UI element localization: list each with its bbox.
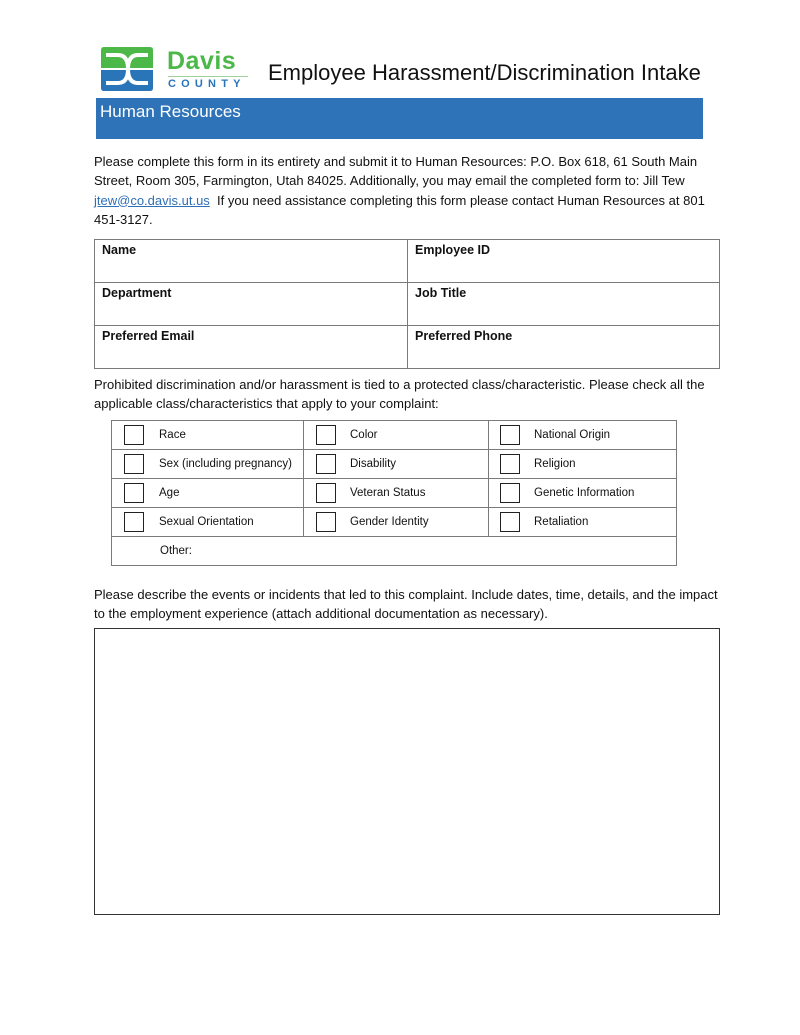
- other-label: Other:: [160, 545, 192, 557]
- preferred-phone-label: Preferred Phone: [415, 329, 513, 343]
- checkbox-label: Disability: [350, 458, 397, 470]
- table-row: [95, 283, 720, 326]
- checkbox-religion[interactable]: [500, 454, 520, 474]
- checkbox-national-origin[interactable]: [500, 425, 520, 445]
- table-row: [112, 537, 677, 566]
- checkbox-retaliation[interactable]: [500, 512, 520, 532]
- checkbox-age[interactable]: [124, 483, 144, 503]
- incident-description-textarea[interactable]: [94, 628, 720, 915]
- form-title: Employee Harassment/Discrimination Intake: [268, 60, 701, 85]
- department-banner: [96, 98, 703, 139]
- davis-county-logo-mark-icon: [98, 46, 156, 92]
- checkbox-sex[interactable]: [124, 454, 144, 474]
- checkbox-label: Religion: [534, 458, 576, 470]
- logo-wordmark: Davis: [167, 47, 237, 75]
- job-title-label: Job Title: [415, 286, 467, 300]
- email-link[interactable]: jtew@co.davis.ut.us: [94, 192, 210, 208]
- name-field[interactable]: [95, 240, 408, 283]
- intro-paragraph: [94, 152, 714, 229]
- checkbox-label: Sexual Orientation: [159, 516, 254, 528]
- checkbox-veteran-status[interactable]: [316, 483, 336, 503]
- checkbox-label: Race: [159, 429, 186, 441]
- checkbox-label: Color: [350, 429, 378, 441]
- other-field[interactable]: [112, 537, 677, 566]
- preferred-email-field[interactable]: [95, 326, 408, 369]
- name-label: Name: [102, 243, 137, 257]
- table-row: [95, 240, 720, 283]
- narrative-instructions: Please describe the events or incidents that led to this complaint. Include dates, time, details, and the impact to the employment experience (attach additional documentation as necessary).: [94, 587, 718, 622]
- logo-divider: [168, 76, 248, 77]
- table-row: [112, 479, 677, 508]
- checkbox-genetic-information[interactable]: [500, 483, 520, 503]
- checkbox-sexual-orientation[interactable]: [124, 512, 144, 532]
- checkbox-race[interactable]: [124, 425, 144, 445]
- employee-id-label: Employee ID: [415, 243, 491, 257]
- checkbox-color[interactable]: [316, 425, 336, 445]
- checkbox-label: Sex (including pregnancy): [159, 458, 292, 470]
- employee-info-table: [94, 239, 720, 369]
- intro-text-end: If you need assistance completing this form please contact Human Resources at 801 451-3127.: [94, 192, 709, 227]
- table-row: [112, 421, 677, 450]
- department-field[interactable]: [95, 283, 408, 326]
- checkbox-label: National Origin: [534, 429, 611, 441]
- employee-id-field[interactable]: [408, 240, 720, 283]
- checkbox-label: Veteran Status: [350, 487, 426, 499]
- intro-text-start: Please complete this form in its entirety and submit it to Human Resources: P.O. Box 618, 61 South Main Street, Room 305, Farmington, Utah 84025. Additionally, you may email the completed form to: Jill Tew: [94, 154, 698, 189]
- checkbox-label: Age: [159, 487, 180, 499]
- checkbox-label: Genetic Information: [534, 487, 635, 499]
- davis-county-logo: [98, 46, 253, 92]
- table-row: [95, 326, 720, 369]
- banner-label: Human Resources: [100, 102, 241, 121]
- preferred-phone-field[interactable]: [408, 326, 720, 369]
- checkbox-label: Gender Identity: [350, 516, 429, 528]
- table-row: [112, 508, 677, 537]
- checkbox-label: Retaliation: [534, 516, 589, 528]
- checkbox-disability[interactable]: [316, 454, 336, 474]
- job-title-field[interactable]: [408, 283, 720, 326]
- protected-class-table: [111, 420, 677, 566]
- department-label: Department: [102, 286, 172, 300]
- protected-class-instructions: Prohibited discrimination and/or harassment is tied to a protected class/characteristic. Please check all the applicable class/characteristics that apply to your complaint:: [94, 377, 705, 412]
- table-row: [112, 450, 677, 479]
- preferred-email-label: Preferred Email: [102, 329, 195, 343]
- checkbox-gender-identity[interactable]: [316, 512, 336, 532]
- logo-subtitle: COUNTY: [168, 78, 246, 90]
